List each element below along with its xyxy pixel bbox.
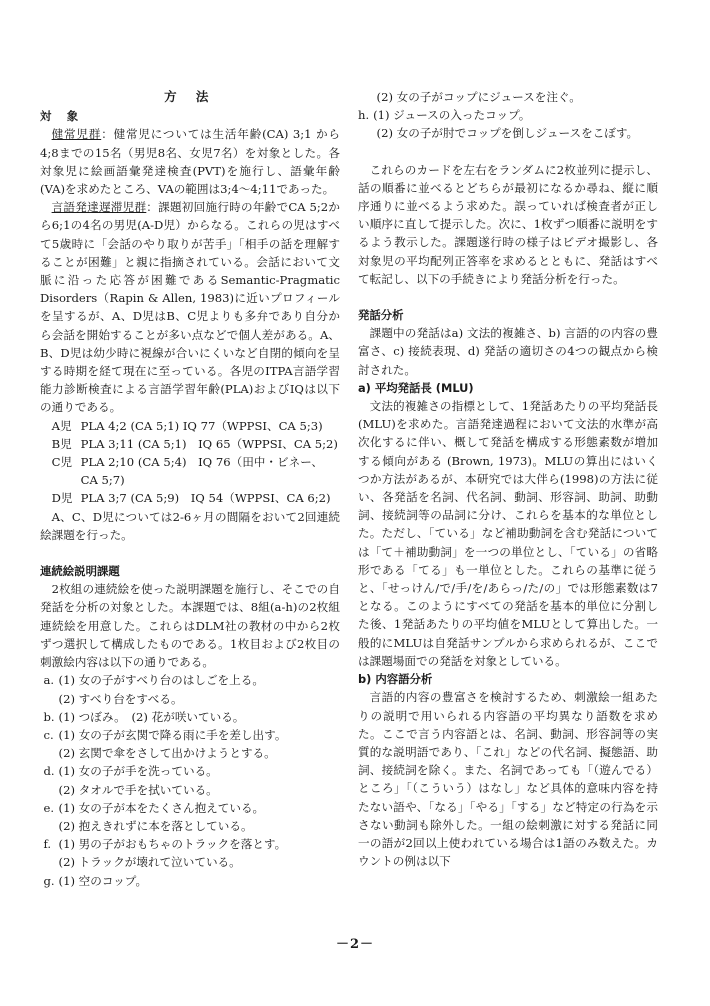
analysis-paragraph: 課題中の発話はa) 文法的複雑さ、b) 言語的の内容の豊富さ、c) 接続表現、d) 発話の適切さの4つの観点から検討された。 (358, 326, 658, 377)
task-paragraph: 2枚組の連続絵を使った説明課題を施行し、そこでの自発話を分析の対象とした。本課題では、8組(a-h)の2枚組連続絵を用意した。これらはDLM社の教材の中から2枚ずつ選択して構成したものである。1枚目および2枚目の刺激絵内容は以下の通りである。 (40, 582, 340, 670)
delayed-group-label: 言語発達遅滞児群 (51, 200, 147, 215)
child-scores: PLA 3;11 (CA 5;1) IQ 65（WPPSI、CA 5;2) (80, 436, 338, 451)
delayed-group-paragraph (40, 198, 340, 416)
stimulus-item-b (40, 708, 340, 726)
mlu-paragraph: 文法的複雑さの指標として、1発話あたりの平均発話長(MLU)を求めた。言語発達過程において文法的水準が高次化するに伴い、概して発話を構成する形態素数が増加する傾向がある (Brown, 1973)。MLUの算出にはいくつか方法があるが、本研究では大伴ら(1998)の方法に従い、各発話を名詞、代名詞、動詞、形容詞、助詞、助動詞、接続詞等の品詞に分け、これらを基本的な単位とした。ただし、「ている」など補助動詞を含む発話については「て＋補助動詞」を一つの単位とし、「ている」の省略形である「てる」も一単位とした。これらの基準に従うと、「せっけん/で/手/を/あらっ/た/の」では形態素数は7となる。このようにすべての発話を基本的単位に分割した後、1発話あたりの平均値をMLUとして算出した。一般的にMLUは自発話サンプルから求められるが、ここでは課題場面での発話を対象としている。 (358, 399, 658, 668)
stimulus-item-c (40, 726, 340, 744)
item-picture-1: (1) 男の子がおもちゃのトラックを落とす。 (58, 837, 287, 852)
item-h-picture-2: (2) 女の子が肘でコップを倒しジュースをこぼす。 (376, 126, 639, 141)
child-profile-b (40, 435, 340, 453)
child-scores: PLA 3;7 (CA 5;9) IQ 54（WPPSI、CA 6;2) (80, 491, 331, 506)
section-title: 方 法 (164, 89, 216, 104)
child-profile-a (40, 417, 340, 435)
item-picture-1: (1) 空のコップ。 (58, 873, 148, 888)
stimulus-item-a (40, 671, 340, 689)
item-picture-2: (2) トラックが壊れて泣いている。 (58, 855, 241, 870)
stimulus-item-d (40, 762, 340, 780)
repeat-note: A、C、D児については2-6ヶ月の間隔をおいて2回連続絵課題を行った。 (40, 509, 340, 542)
task-heading: 連続絵説明課題 (40, 564, 120, 579)
item-letter: g. (43, 873, 55, 888)
analysis-heading: 発話分析 (358, 308, 404, 323)
child-scores: PLA 4;2 (CA 5;1) IQ 77（WPPSI、CA 5;3) (80, 418, 323, 433)
child-profile-c (40, 453, 340, 471)
normal-group-text: ：健常児については生活年齢(CA) 3;1 から4;8までの15名（男児8名、女児7名）を対象とした。各対象児に絵画語彙発達検査(PVT)を施行し、語彙年齢(VA)を求めたところ、VAの範囲は3;4～4;11であった。 (40, 127, 340, 197)
item-letter: h. (358, 108, 370, 123)
item-letter: c. (43, 727, 54, 742)
item-picture-1: (1) 女の子が本をたくさん抱えている。 (58, 800, 265, 815)
page-number: －2－ (335, 937, 375, 952)
normal-group-paragraph (40, 125, 340, 198)
left-column (40, 88, 340, 890)
content-word-paragraph: 言語的内容の豊富さを検討するため、刺激絵一組あたりの説明で用いられる内容語の平均異なり語数を求めた。ここで言う内容語とは、名詞、動詞、形容詞等の実質的な説明語であり、「これ」などの代名詞、擬態語、助詞、接続詞を除く。また、名詞であっても「（遊んでる）ところ」「（こういう）はなし」など具体的意味内容を持たない語や、「なる」「やる」「する」など特定の行為を示さない動詞も除外した。一組の絵刺激に対する発話に同一の語が2回以上使われている場合は1語のみ数えた。カウントの例は以下 (358, 690, 658, 869)
right-column (358, 88, 658, 870)
content-word-heading: b) 内容語分析 (358, 672, 433, 687)
item-picture-1: (1) 女の子が手を洗っている。 (58, 764, 218, 779)
mlu-heading: a) 平均発話長 (MLU) (358, 380, 474, 395)
item-picture-2: (2) すべり台をすべる。 (58, 691, 183, 706)
child-scores-continued: CA 5;7) (80, 473, 125, 488)
item-picture-1: (1) ジュースの入ったコップ。 (373, 108, 531, 123)
child-label: C児 (51, 455, 73, 470)
child-scores: PLA 2;10 (CA 5;4) IQ 76（田中・ビネー、 (80, 455, 323, 470)
stimulus-item-h (358, 106, 658, 124)
item-letter: d. (43, 764, 55, 779)
normal-group-label: 健常児群 (51, 127, 102, 142)
item-picture-1: (1) つぼみ。 (2) 花が咲いている。 (58, 709, 245, 724)
child-label: D児 (51, 491, 73, 506)
item-letter: e. (43, 800, 55, 815)
delayed-group-text: ：課題初回施行時の年齢でCA 5;2から6;1の4名の男児(A-D児）からなる。これらの児はすべて5歳時に「会話のやり取りが苦手」「相手の話を理解することが困難」と親に指摘されている。会話において文脈に沿った応答が困難であるSemantic-Pragmatic Disorders（Rapin & Allen, 1983)に近いプロフィールを呈するが、A、D児はB、C児よりも多弁であり自分から会話を開始することが多い点などで個人差がある。A、B、D児は幼少時に視線が合いにくいなど自閉的傾向を呈する時期を経て現在に至っている。各児のITPA言語学習能力診断検査による言語学習年齢(PLA)およびIQは以下の通りである。 (40, 200, 340, 415)
item-picture-1: (1) 女の子がすべり台のはしごを上る。 (58, 673, 264, 688)
item-g-picture-2: (2) 女の子がコップにジュースを注ぐ。 (376, 90, 581, 104)
child-profile-d (40, 489, 340, 507)
subjects-heading: 対 象 (40, 109, 84, 124)
item-letter: b. (43, 709, 55, 724)
stimulus-item-g (40, 872, 340, 890)
item-picture-1: (1) 女の子が玄関で降る雨に手を差し出す。 (58, 727, 287, 742)
item-picture-2: (2) タオルで手を拭いている。 (58, 782, 218, 797)
item-picture-2: (2) 抱えきれずに本を落としている。 (58, 818, 253, 833)
item-letter: f. (43, 837, 52, 852)
child-label: B児 (51, 436, 72, 451)
stimulus-item-e (40, 799, 340, 817)
stimulus-item-f (40, 835, 340, 853)
child-label: A児 (51, 418, 72, 433)
item-letter: a. (43, 673, 55, 688)
item-picture-2: (2) 玄関で傘をさして出かけようとする。 (58, 746, 276, 761)
procedure-paragraph: これらのカードを左右をランダムに2枚並列に提示し、話の順番に並べるとどちらが最初になるか尋ね、縦に順序通りに並べるよう求めた。誤っていれば検査者が正しい順序に直して提示した。次に、1枚ずつ順番に説明をするよう教示した。課題遂行時の様子はビデオ撮影し、各対象児の平均配列正答率を求めるとともに、発話はすべて転記し、以下の手続きにより発話分析を行った。 (358, 162, 658, 286)
